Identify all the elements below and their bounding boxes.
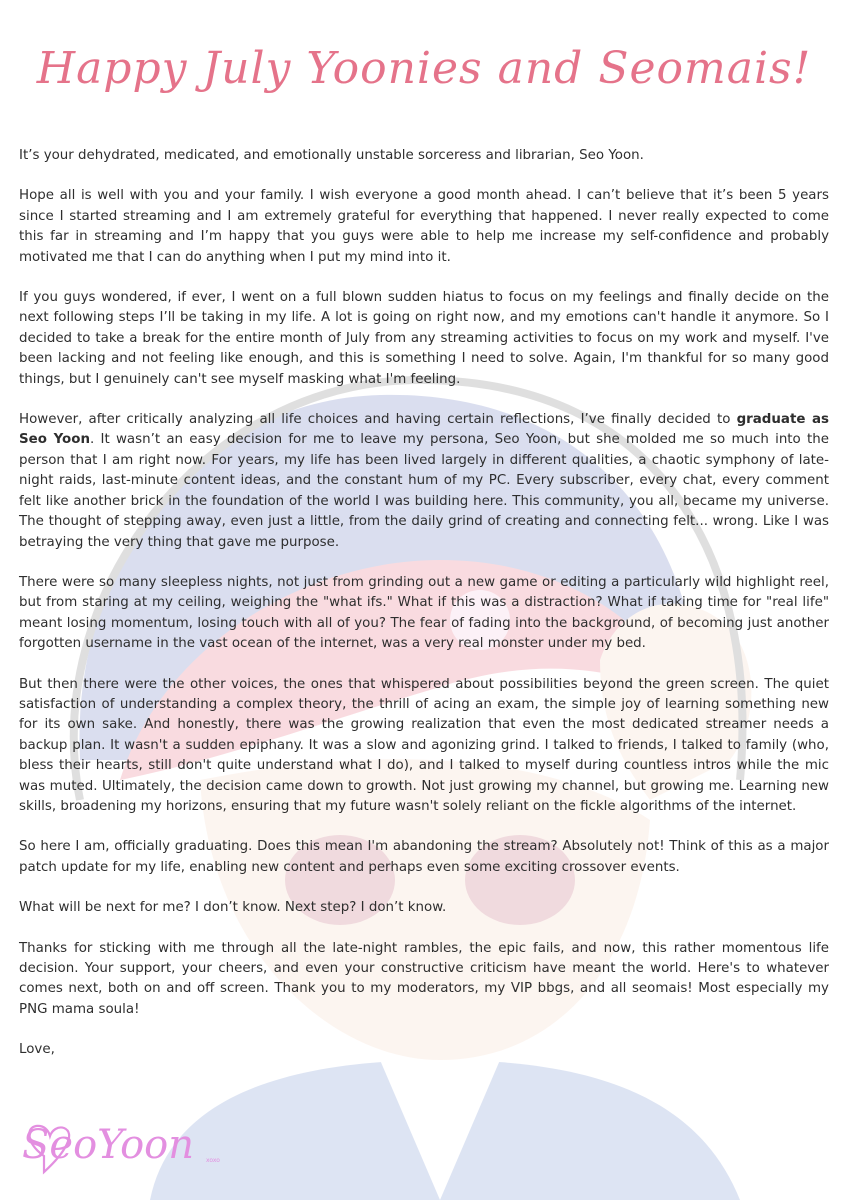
paragraph-1: It’s your dehydrated, medicated, and emotionally unstable sorceress and librarian, Seo Yoon. <box>19 148 644 163</box>
paragraph-4 <box>19 410 829 553</box>
letter-title: Happy July Yoonies and Seomais! <box>36 43 812 95</box>
paragraph-3: If you guys wondered, if ever, I went on a full blown sudden hiatus to focus on my feelings and finally decide on the next following steps I’ll be taking in my life. A lot is going on right now, and my emotions can't handle it anymore. So I decided to take a break for the entire month of July from any streaming activities to focus on my work and myself. I've been lacking and not feeling like enough, and this is something I need to solve. Again, I'm thankful for so many good things, but I genuinely can't see myself masking what I'm feeling. <box>19 290 829 387</box>
signature-suffix: xoxo <box>206 1157 220 1164</box>
paragraph-4-bold: graduate as Seo Yoon <box>19 412 829 448</box>
closing-line: Love, <box>19 1042 55 1058</box>
paragraph-9: Thanks for sticking with me through all the late-night rambles, the epic fails, and now, this rather momentous life decision. Your support, your cheers, and even your constructive criticism have meant the world. Here's to whatever comes next, both on and off screen. Thank you to my moderators, my VIP bbgs, and all seomais! Most especially my PNG mama soula! <box>19 940 829 1017</box>
paragraph-6: But then there were the other voices, the ones that whispered about possibilities beyond the green screen. The quiet satisfaction of understanding a complex theory, the thrill of acing an exam, the simple joy of learning something new for its own sake. And honestly, there was the growing realization that even the most dedicated streamer needs a backup plan. It wasn't a sudden epiphany. It was a slow and agonizing grind. I talked to friends, I talked to family (who, bless their hearts, still don't quite understand what I do), and I talked to myself during countless intros while the mic was muted. Ultimately, the decision came down to growth. Not just growing my channel, but growing me. Learning new skills, broadening my horizons, ensuring that my future wasn't solely reliant on the fickle algorithms of the internet. <box>19 676 829 814</box>
paragraph-4-end: . It wasn’t an easy decision for me to leave my persona, Seo Yoon, but she molded me so much into the person that I am right now. For years, my life has been lived largely in different qualities, a chaotic symphony of late-night raids, last-minute content ideas, and the constant hum of my PC. Every subscriber, every chat, every comment felt like another brick in the foundation of the world I was building here. This community, you all, became my universe. The thought of stepping away, even just a little, from the daily grind of creating and connecting felt... wrong. Like I was betraying the very thing that gave me purpose. <box>19 432 829 550</box>
signature-name: SeoYoon <box>22 1122 195 1168</box>
paragraph-8: What will be next for me? I don’t know. Next step? I don’t know. <box>19 900 447 916</box>
paragraph-5: There were so many sleepless nights, not just from grinding out a new game or editing a particularly wild highlight reel, but from staring at my ceiling, weighing the "what ifs." What if this was a distraction? What if taking time for "real life" meant losing momentum, losing touch with all of you? The fear of fading into the background, of becoming just another forgotten username in the vast ocean of the internet, was a very real monster under my bed. <box>19 574 829 652</box>
paragraph-4-start: However, after critically analyzing all life choices and having certain reflections, I’ve finally decided to <box>19 412 737 428</box>
paragraph-7: So here I am, officially graduating. Does this mean I'm abandoning the stream? Absolutely not! Think of this as a major patch update for my life, enabling new content and perhaps even some exciting crossover events. <box>19 839 829 875</box>
letter-body <box>19 146 829 1061</box>
signature <box>16 1106 246 1186</box>
paragraph-2: Hope all is well with you and your family. I wish everyone a good month ahead. I can’t believe that it’s been 5 years since I started streaming and I am extremely grateful for everything that happened. I never really expected to come this far in streaming and I’m happy that you guys were able to help me increase my self-confidence and probably motivated me that I can do anything when I put my mind into it. <box>19 188 829 265</box>
